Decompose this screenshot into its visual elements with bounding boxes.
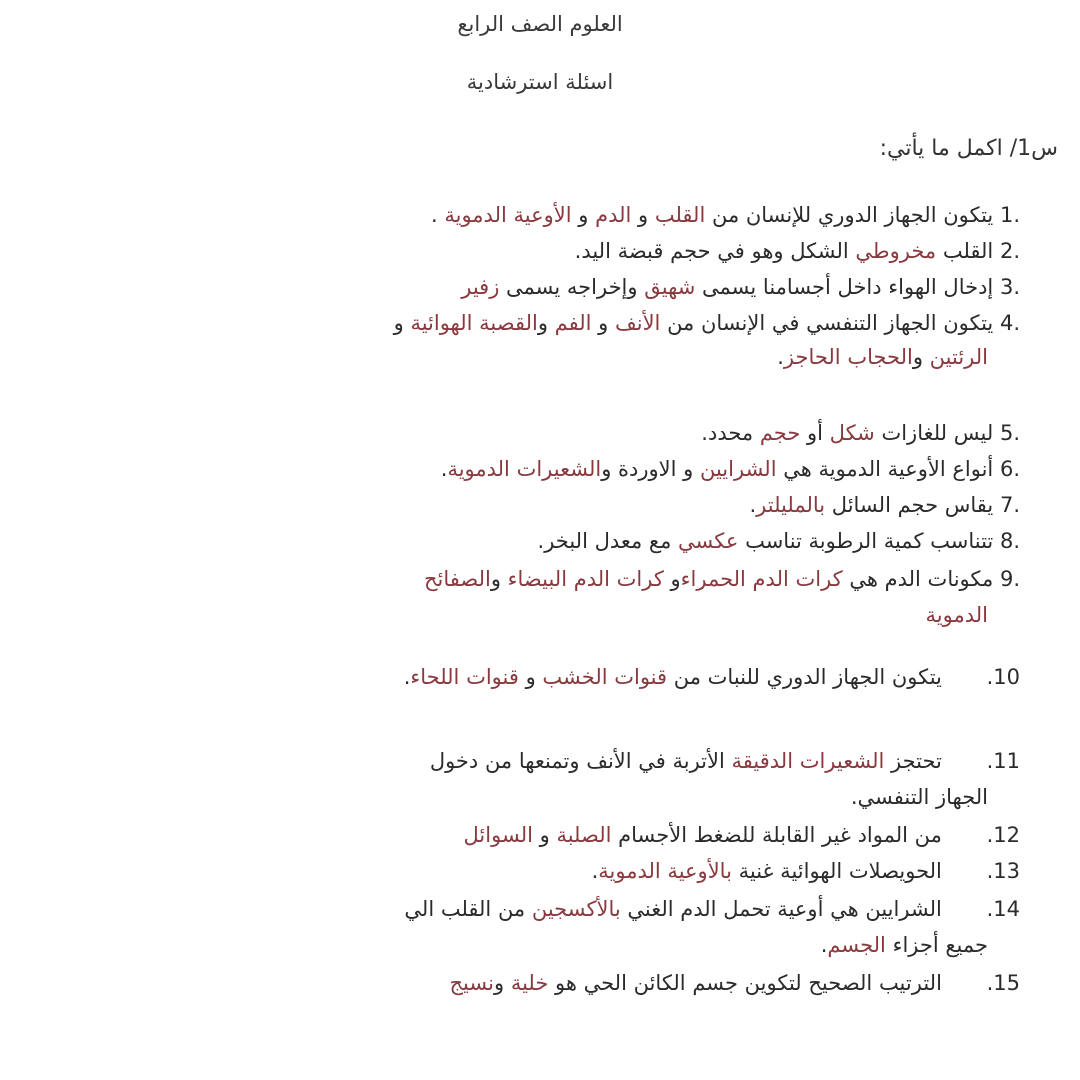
item-number: 7. <box>999 493 1020 517</box>
list-item-7: 7. يقاس حجم السائل بالمليلتر. <box>749 488 1020 522</box>
item-number: 9. <box>999 567 1020 591</box>
list-item-1: 1. يتكون الجهاز الدوري للإنسان من القلب و الدم و الأوعية الدموية . <box>431 198 1020 232</box>
list-item-14: .14 الشرايين هي أوعية تحمل الدم الغني بالأكسجين من القلب الي <box>404 892 1020 926</box>
answer: قنوات اللحاء <box>410 665 519 689</box>
item-number: 1. <box>999 203 1020 227</box>
item-number: .12 <box>986 823 1020 847</box>
answer: الأوعية الدموية <box>444 203 572 227</box>
answer: بالمليلتر <box>756 493 826 517</box>
item-number: .13 <box>986 859 1020 883</box>
answer: الصلبة <box>556 823 612 847</box>
answer: نسيج <box>449 971 494 995</box>
item-number: 5. <box>999 421 1020 445</box>
answer: كرات الدم البيضاء <box>507 567 664 591</box>
answer: الرئتين <box>929 345 988 369</box>
list-item-5: 5. ليس للغازات شكل أو حجم محدد. <box>701 416 1020 450</box>
answer: خلية <box>510 971 549 995</box>
answer: القلب <box>654 203 706 227</box>
item-number: 4. <box>999 311 1020 335</box>
list-item-2: 2. القلب مخروطي الشكل وهو في حجم قبضة اليد. <box>575 234 1020 268</box>
answer: كرات الدم الحمراء <box>680 567 843 591</box>
answer: الشعيرات الدقيقة <box>731 749 885 773</box>
list-item-11-continuation: الجهاز التنفسي. <box>850 785 988 809</box>
item-number: 8. <box>999 529 1020 553</box>
list-item-9-continuation <box>926 598 988 632</box>
answer: بالأوعية الدموية <box>598 859 732 883</box>
answer: شهيق <box>644 275 696 299</box>
answer: بالأكسجين <box>531 897 621 921</box>
answer: حجم <box>759 421 801 445</box>
answer: الأنف <box>614 311 661 335</box>
list-item-14-continuation: جميع أجزاء الجسم. <box>820 933 988 957</box>
list-item-3: 3. إدخال الهواء داخل أجسامنا يسمى شهيق وإخراجه يسمى زفير <box>461 270 1020 304</box>
answer: الدم <box>595 203 632 227</box>
answer: شكل <box>829 421 875 445</box>
list-item-6: 6. أنواع الأوعية الدموية هي الشرايين و الاوردة والشعيرات الدموية. <box>441 452 1020 486</box>
item-number: .14 <box>986 897 1020 921</box>
item-number: 6. <box>999 457 1020 481</box>
answer: الشعيرات الدموية <box>447 457 602 481</box>
answer: الدموية <box>925 603 988 627</box>
list-item-10: .10 يتكون الجهاز الدوري للنبات من قنوات الخشب و قنوات اللحاء. <box>404 660 1020 694</box>
answer: الحجاب الحاجز <box>783 345 913 369</box>
answer: الفم <box>554 311 592 335</box>
list-item-8: 8. تتناسب كمية الرطوبة تناسب عكسي مع معدل البخر. <box>538 524 1020 558</box>
answer: الصفائح <box>423 567 491 591</box>
answer: القصبة الهوائية <box>410 311 538 335</box>
answer: الشرايين <box>699 457 777 481</box>
list-item-4: 4. يتكون الجهاز التنفسي في الإنسان من الأنف و الفم والقصبة الهوائية و <box>394 306 1020 340</box>
answer: قنوات الخشب <box>542 665 668 689</box>
item-number: .15 <box>986 971 1020 995</box>
list-item-11: .11 تحتجز الشعيرات الدقيقة الأتربة في الأنف وتمنعها من دخول <box>430 744 1020 778</box>
page-subtitle: اسئلة استرشادية <box>466 70 614 94</box>
item-number: 3. <box>999 275 1020 299</box>
list-item-13: .13 الحويصلات الهوائية غنية بالأوعية الدموية. <box>592 854 1020 888</box>
list-item-15: .15 الترتيب الصحيح لتكوين جسم الكائن الحي هو خلية ونسيج <box>450 966 1021 1000</box>
item-number: .11 <box>986 749 1020 773</box>
answer: السوائل <box>463 823 533 847</box>
answer: عكسي <box>678 529 739 553</box>
item-number: .10 <box>986 665 1020 689</box>
item-number: 2. <box>999 239 1020 263</box>
list-item-4-continuation: الرئتين والحجاب الحاجز. <box>777 345 988 369</box>
list-item-9: 9. مكونات الدم هي كرات الدم الحمراءو كرات الدم البيضاء والصفائح <box>424 562 1020 596</box>
page-title: العلوم الصف الرابع <box>457 12 623 36</box>
question-label: س1/ اكمل ما يأتي: <box>879 136 1058 161</box>
answer: زفير <box>461 275 500 299</box>
list-item-12: .12 من المواد غير القابلة للضغط الأجسام الصلبة و السوائل <box>464 818 1020 852</box>
answer: الجسم <box>827 933 886 957</box>
answer: مخروطي <box>855 239 937 263</box>
